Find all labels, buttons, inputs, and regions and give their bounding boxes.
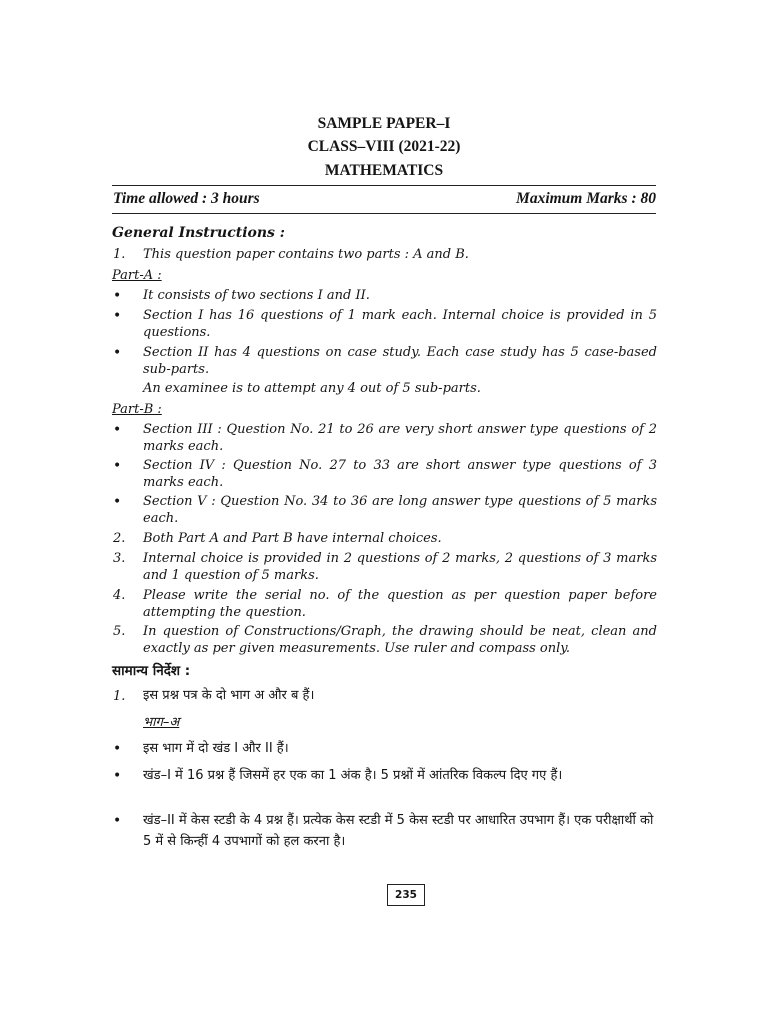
top-rule [112, 185, 656, 186]
part-a-bullet: It consists of two sections I and II. [143, 288, 370, 303]
bullet: • [113, 494, 122, 510]
part-a-note: An examinee is to attempt any 4 out of 5 sub-parts. [143, 381, 481, 396]
item-number: 4. [113, 588, 126, 603]
page-number: 235 [387, 884, 425, 906]
hindi-part-a-heading: भाग–अ [143, 715, 180, 730]
instruction-text: Both Part A and Part B have internal choices. [143, 531, 442, 546]
hindi-bullet: इस भाग में दो खंड I और II हैं। [143, 741, 289, 756]
item-number: 1. [113, 689, 126, 704]
instruction-text: This question paper contains two parts : A and B. [143, 247, 469, 262]
paper-title: SAMPLE PAPER–I [317, 115, 451, 132]
part-a-heading: Part-A : [112, 268, 162, 283]
hindi-instruction-text: इस प्रश्न पत्र के दो भाग अ और ब हैं। [143, 688, 315, 703]
time-allowed: Time allowed : 3 hours [113, 190, 260, 207]
general-instructions-heading: General Instructions : [112, 225, 285, 241]
hindi-instructions-heading: सामान्य निर्देश : [112, 663, 191, 679]
item-number: 1. [113, 247, 126, 262]
part-b-bullet: Section IV : Question No. 27 to 33 are short answer type questions of 3 marks each. [143, 458, 657, 490]
hindi-bullet: खंड–I में 16 प्रश्न हैं जिसमें हर एक का 1 अंक है। 5 प्रश्नों में आंतरिक विकल्प दिए गए हैं। [143, 768, 563, 783]
bullet: • [113, 288, 122, 304]
bullet: • [113, 345, 122, 361]
hindi-bullet: खंड–II में केस स्टडी के 4 प्रश्न हैं। प्रत्येक केस स्टडी में 5 केस स्टडी पर आधारित उपभाग हैं। एक परीक्षार्थी को 5 में से किन्हीं 4 उपभागों को हल करना है। [143, 813, 654, 849]
bullet: • [113, 422, 122, 438]
instruction-text: Internal choice is provided in 2 questions of 2 marks, 2 questions of 3 marks and 1 question of 5 marks. [143, 551, 657, 583]
item-number: 5. [113, 624, 126, 639]
item-number: 3. [113, 551, 126, 566]
part-b-bullet: Section V : Question No. 34 to 36 are long answer type questions of 5 marks each. [143, 494, 657, 526]
part-a-bullet: Section II has 4 questions on case study. Each case study has 5 case-based sub-parts. [143, 345, 657, 377]
part-a-bullet: Section I has 16 questions of 1 mark each. Internal choice is provided in 5 questions. [143, 308, 657, 340]
part-b-heading: Part-B : [112, 402, 162, 417]
bullet: • [113, 768, 122, 784]
maximum-marks: Maximum Marks : 80 [516, 190, 656, 207]
bullet: • [113, 813, 122, 829]
class-label: CLASS–VIII (2021-22) [307, 138, 461, 155]
part-b-bullet: Section III : Question No. 21 to 26 are very short answer type questions of 2 marks each. [143, 422, 657, 454]
item-number: 2. [113, 531, 126, 546]
bottom-rule [112, 213, 656, 214]
subject-label: MATHEMATICS [324, 162, 444, 179]
instruction-text: Please write the serial no. of the question as per question paper before attempting the question. [143, 588, 657, 620]
instruction-text: In question of Constructions/Graph, the drawing should be neat, clean and exactly as per given measurements. Use ruler and compass only. [143, 624, 657, 656]
bullet: • [113, 308, 122, 324]
bullet: • [113, 741, 122, 757]
bullet: • [113, 458, 122, 474]
